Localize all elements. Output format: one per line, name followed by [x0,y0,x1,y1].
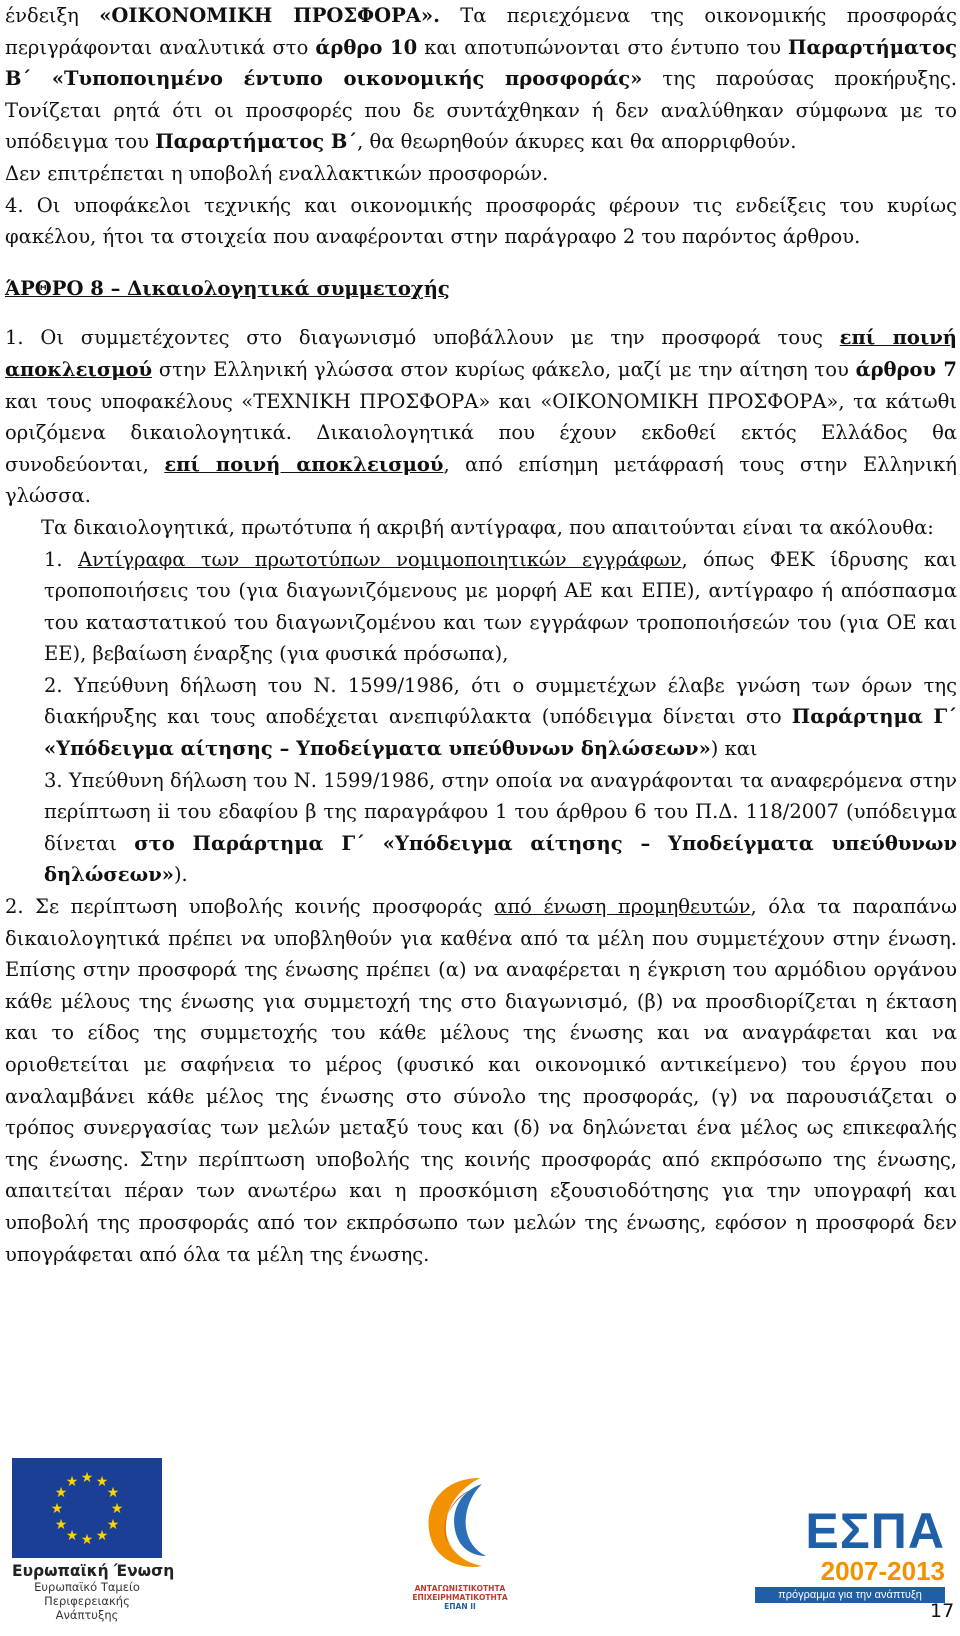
competitiveness-line-3: ΕΠΑΝ II [444,1602,476,1611]
eu-subtitle-1: Ευρωπαϊκό Ταμείο [34,1580,140,1594]
svg-text:★: ★ [54,1485,68,1501]
svg-text:★: ★ [95,1474,109,1490]
competitiveness-line-1: ΑΝΤΑΓΩΝΙΣΤΙΚΟΤΗΤΑ [414,1584,506,1593]
competitiveness-logo [410,1470,510,1620]
no-alternatives-note: Δεν επιτρέπεται η υποβολή εναλλακτικών προσφορών. [5,161,549,185]
page-number: 17 [930,1600,955,1622]
footer-logos [0,1450,960,1620]
article-heading: ΆΡΘΡΟ 8 – Δικαιολογητικά συμμετοχής [5,276,450,300]
svg-text:★: ★ [106,1517,120,1533]
svg-text:★: ★ [50,1501,64,1517]
svg-text:★: ★ [65,1528,79,1544]
list-item: 1. Αντίγραφα των πρωτοτύπων νομιμοποιητικών εγγράφων, όπως ΦΕΚ ίδρυσης και τροποποιήσεις του (για διαγωνιζόμενους με μορφή ΑΕ και ΕΠΕ), αντίγραφο ή απόσπασμα του καταστατικού του διαγωνιζομένου και των εγγράφων τροποποιήσεών του (για ΟΕ και ΕΕ), βεβαίωση έναρξης (για φυσικά πρόσωπα), [44,547,957,666]
espa-years: 2007-2013 [820,1556,945,1586]
documents-intro: Τα δικαιολογητικά, πρωτότυπα ή ακριβή αντίγραφα, που απαιτούνται είναι τα ακόλουθα: [41,515,934,539]
eu-title: Ευρωπαϊκή Ένωση [12,1562,175,1580]
intro-paragraph: ένδειξη «ΟΙΚΟΝΟΜΙΚΗ ΠΡΟΣΦΟΡΑ». Τα περιεχόμενα της οικονομικής προσφοράς περιγράφονται αναλυτικά στο άρθρο 10 και αποτυπώνονται στο έντυπο του Παραρτήματος Β΄ «Τυποποιημένο έντυπο οικονομικής προσφοράς» της παρούσας προκήρυξης. Τονίζεται ρητά ότι οι προσφορές που δε συντάχθηκαν ή δεν αναλύθηκαν σύμφωνα με το υπόδειγμα του Παραρτήματος Β΄, θα θεωρηθούν άκυρες και θα απορριφθούν. [5,4,957,154]
svg-text:★: ★ [110,1501,124,1517]
eu-flag-icon [12,1458,162,1558]
svg-text:★: ★ [95,1528,109,1544]
document-body [5,0,957,1270]
subenvelope-paragraph: 4. Οι υποφάκελοι τεχνικής και οικονομικής προσφοράς φέρουν τις ενδείξεις του κυρίως φακέλου, ήτοι τα στοιχεία που αναφέρονται στην παράγραφο 2 του παρόντος άρθρου. [5,193,957,249]
documents-list [5,544,957,892]
list-item: 3. Υπεύθυνη δήλωση του Ν. 1599/1986, στην οποία να αναγράφονται τα αναφερόμενα στην περίπτωση ii του εδαφίου β της παραγράφου 1 του άρθρου 6 του Π.Δ. 118/2007 (υπόδειγμα δίνεται στο Παράρτημα Γ΄ «Υπόδειγμα αίτησης – Υποδείγματα υπεύθυνων δηλώσεων»). [44,768,957,887]
participation-paragraph: 1. Οι συμμετέχοντες στο διαγωνισμό υποβάλλουν με την προσφορά τους επί ποινή αποκλεισμού στην Ελληνική γλώσσα στον κυρίως φάκελο, μαζί με την αίτηση του άρθρου 7 και τους υποφακέλους «ΤΕΧΝΙΚΗ ΠΡΟΣΦΟΡΑ» και «ΟΙΚΟΝΟΜΙΚΗ ΠΡΟΣΦΟΡΑ», τα κάτωθι οριζόμενα δικαιολογητικά. Δικαιολογητικά που έχουν εκδοθεί εκτός Ελλάδος θα συνοδεύονται, επί ποινή αποκλεισμού, από επίσημη μετάφρασή τους στην Ελληνική γλώσσα. [5,326,957,508]
svg-text:★: ★ [106,1485,120,1501]
eu-logo [12,1458,175,1622]
competitiveness-line-2: ΕΠΙΧΕΙΡΗΜΑΤΙΚΟΤΗΤΑ [412,1593,508,1602]
svg-text:★: ★ [80,1532,94,1548]
list-item: 2. Υπεύθυνη δήλωση του Ν. 1599/1986, ότι ο συμμετέχων έλαβε γνώση των όρων της διακήρυξης και τους αποδέχεται ανεπιφύλακτα (υπόδειγμα δίνεται στο Παράρτημα Γ΄ «Υπόδειγμα αίτησης – Υποδείγματα υπεύθυνων δηλώσεων») και [44,673,957,761]
svg-text:★: ★ [65,1474,79,1490]
svg-text:★: ★ [54,1517,68,1533]
espa-title: ΕΣΠΑ [805,1503,945,1559]
eu-stars-icon [12,1458,162,1558]
eu-subtitle-2: Περιφερειακής Ανάπτυξης [44,1594,130,1622]
joint-bid-paragraph: 2. Σε περίπτωση υποβολής κοινής προσφοράς από ένωση προμηθευτών, όλα τα παραπάνω δικαιολογητικά πρέπει να υποβληθούν για καθένα από τα μέλη που συμμετέχουν στην ένωση. Επίσης στην προσφορά της ένωσης πρέπει (α) να αναφέρεται η έγκριση του αρμόδιου οργάνου κάθε μέλους της ένωσης για συμμετοχή της στο διαγωνισμό, (β) να προσδιορίζεται η έκταση και το είδος της συμμετοχής του κάθε μέλους της ένωσης και να αναγράφεται και να οριοθετείται με σαφήνεια το μέρος (φυσικό και οικονομικό αντικείμενο) του έργου που αναλαμβάνει κάθε μέλος της ένωσης στο σύνολο της προσφοράς, (γ) να παρουσιάζεται ο τρόπος συνεργασίας των μελών μεταξύ τους και (δ) να δηλώνεται ένα μέλος ως επικεφαλής της ένωσης. Στην περίπτωση υποβολής της κοινής προσφοράς από εκπρόσωπο της ένωσης, απαιτείται πέραν των ανωτέρω και η προσκόμιση εξουσιοδότησης για την υπογραφή και υποβολή της προσφοράς από τον εκπρόσωπο των μελών της ένωσης, εφόσον η προσφορά δεν υπογράφεται από όλα τα μέλη της ένωσης. [5,895,957,1266]
competitiveness-swirl-icon [410,1470,510,1580]
espa-tagline: πρόγραμμα για την ανάπτυξη [755,1587,945,1603]
svg-text:★: ★ [80,1470,94,1486]
espa-logo [755,1505,945,1615]
